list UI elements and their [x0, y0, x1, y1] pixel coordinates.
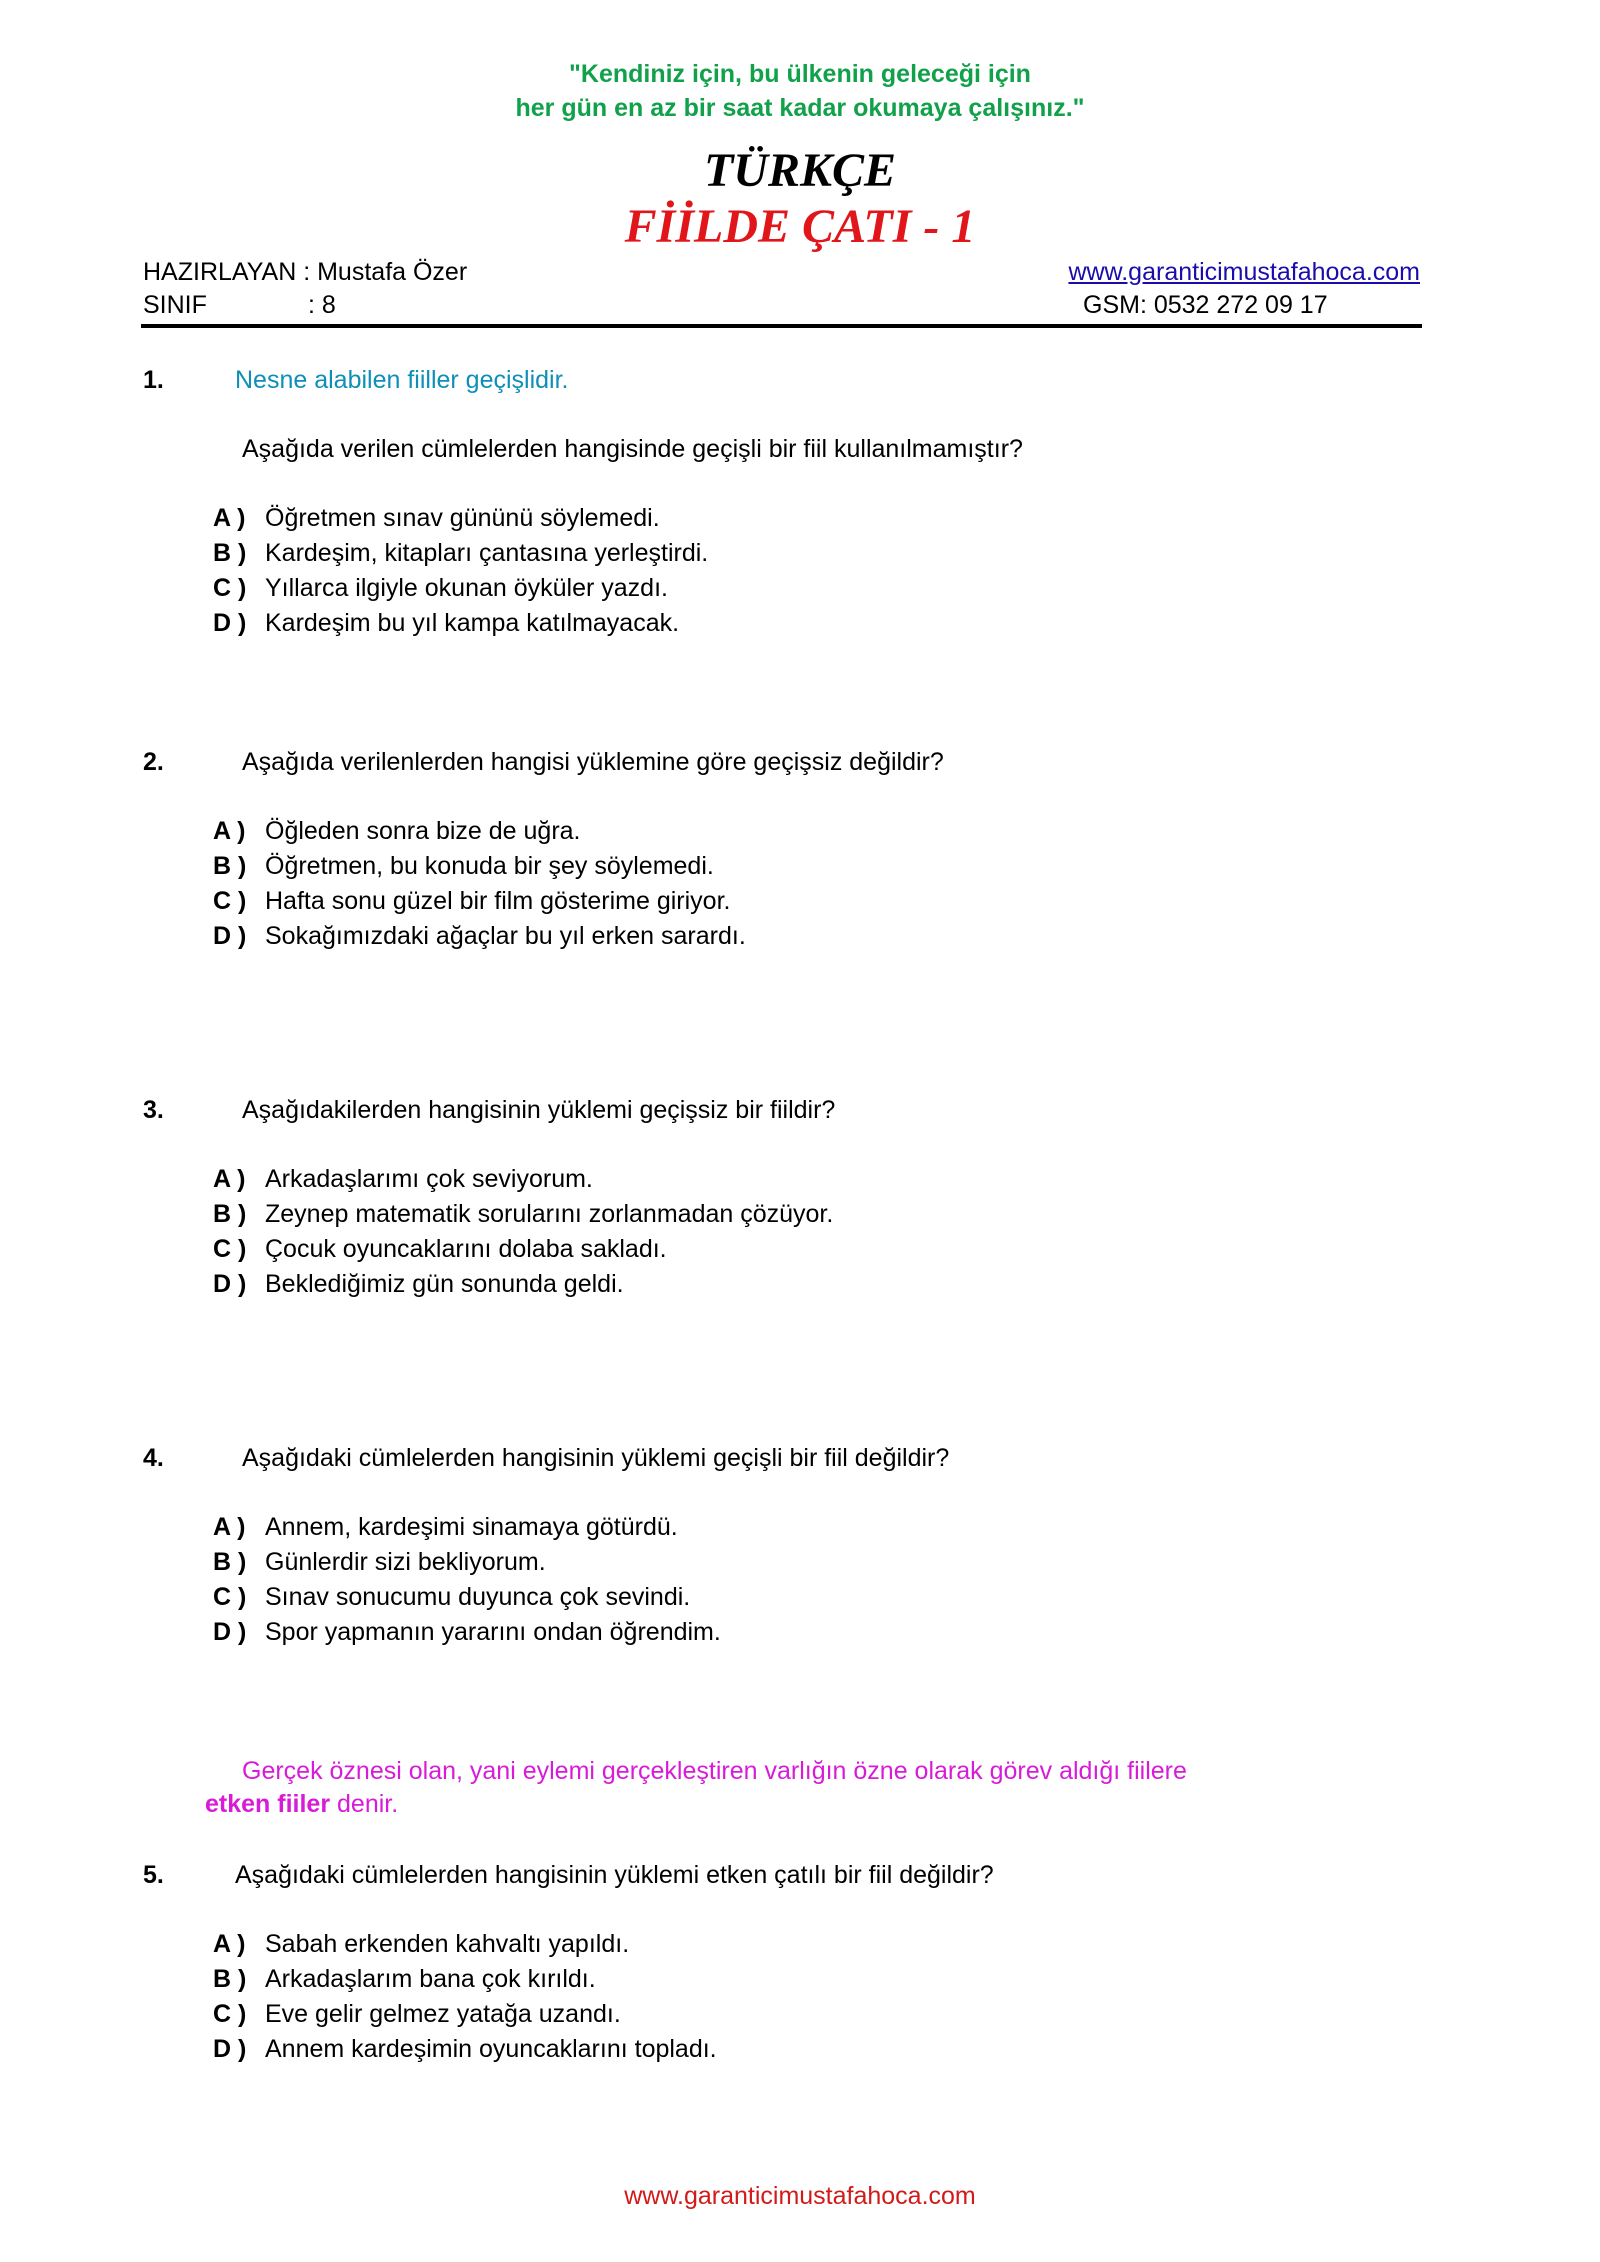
question-4-option-a[interactable]: A ) Annem, kardeşimi sinamaya götürdü. — [213, 1513, 678, 1541]
motto-line-2: her gün en az bir saat kadar okumaya çalışınız." — [515, 94, 1085, 122]
question-3-option-b[interactable]: B ) Zeynep matematik sorularını zorlanmadan çözüyor. — [213, 1200, 834, 1228]
subject-title: TÜRKÇE — [703, 144, 897, 197]
question-3-option-a[interactable]: A ) Arkadaşlarımı çok seviyorum. — [213, 1165, 593, 1193]
question-1-option-b[interactable]: B ) Kardeşim, kitapları çantasına yerleştirdi. — [213, 539, 709, 567]
question-4-option-b[interactable]: B ) Günlerdir sizi bekliyorum. — [213, 1548, 546, 1576]
question-2-number: 2. — [143, 748, 164, 776]
question-2-option-a[interactable]: A ) Öğleden sonra bize de uğra. — [213, 817, 581, 845]
website-link[interactable]: www.garanticimustafahoca.com — [1068, 258, 1420, 286]
question-3-option-d[interactable]: D ) Beklediğimiz gün sonunda geldi. — [213, 1270, 624, 1298]
question-4-option-c[interactable]: C ) Sınav sonucumu duyunca çok sevindi. — [213, 1583, 691, 1611]
question-1-number: 1. — [143, 366, 164, 394]
question-5-option-b[interactable]: B ) Arkadaşlarım bana çok kırıldı. — [213, 1965, 596, 1993]
question-3-option-c[interactable]: C ) Çocuk oyuncaklarını dolaba sakladı. — [213, 1235, 667, 1263]
active-verb-term: etken fiiler — [205, 1790, 331, 1818]
question-4-text: Aşağıdaki cümlelerden hangisinin yüklemi geçişli bir fiil değildir? — [242, 1444, 950, 1472]
footer-website[interactable]: www.garanticimustafahoca.com — [624, 2182, 976, 2210]
question-4-number: 4. — [143, 1444, 164, 1472]
author-label: HAZIRLAYAN : Mustafa Özer — [143, 258, 468, 286]
active-verb-info-line-1: Gerçek öznesi olan, yani eylemi gerçekleştiren varlığın özne olarak görev aldığı fiilere — [242, 1757, 1187, 1785]
question-2-option-b[interactable]: B ) Öğretmen, bu konuda bir şey söylemedi. — [213, 852, 714, 880]
question-2-option-d[interactable]: D ) Sokağımızdaki ağaçlar bu yıl erken sarardı. — [213, 922, 746, 950]
question-3-number: 3. — [143, 1096, 164, 1124]
question-5-text: Aşağıdaki cümlelerden hangisinin yüklemi etken çatılı bir fiil değildir? — [235, 1861, 994, 1889]
header-divider — [141, 324, 1422, 328]
motto-line-1: "Kendiniz için, bu ülkenin geleceği için — [569, 60, 1031, 88]
question-5-option-c[interactable]: C ) Eve gelir gelmez yatağa uzandı. — [213, 2000, 621, 2028]
question-4-option-d[interactable]: D ) Spor yapmanın yararını ondan öğrendim. — [213, 1618, 721, 1646]
class-value: : 8 — [308, 291, 336, 319]
question-1-option-a[interactable]: A ) Öğretmen sınav gününü söylemedi. — [213, 504, 660, 532]
question-2-option-c[interactable]: C ) Hafta sonu güzel bir film gösterime giriyor. — [213, 887, 731, 915]
question-5-option-a[interactable]: A ) Sabah erkenden kahvaltı yapıldı. — [213, 1930, 630, 1958]
question-1-text: Aşağıda verilen cümlelerden hangisinde geçişli bir fiil kullanılmamıştır? — [242, 435, 1023, 463]
topic-title: FİİLDE ÇATI - 1 — [624, 200, 976, 253]
class-label: SINIF — [143, 291, 207, 319]
question-1-info: Nesne alabilen fiiller geçişlidir. — [235, 366, 569, 394]
question-5-number: 5. — [143, 1861, 164, 1889]
question-5-option-d[interactable]: D ) Annem kardeşimin oyuncaklarını topladı. — [213, 2035, 717, 2063]
question-2-text: Aşağıda verilenlerden hangisi yüklemine göre geçişsiz değildir? — [242, 748, 944, 776]
question-1-option-d[interactable]: D ) Kardeşim bu yıl kampa katılmayacak. — [213, 609, 680, 637]
question-3-text: Aşağıdakilerden hangisinin yüklemi geçişsiz bir fiildir? — [242, 1096, 836, 1124]
phone-number: GSM: 0532 272 09 17 — [1083, 291, 1328, 319]
question-1-option-c[interactable]: C ) Yıllarca ilgiyle okunan öyküler yazdı. — [213, 574, 668, 602]
active-verb-info-line-2: etken fiiler denir. — [205, 1790, 399, 1818]
